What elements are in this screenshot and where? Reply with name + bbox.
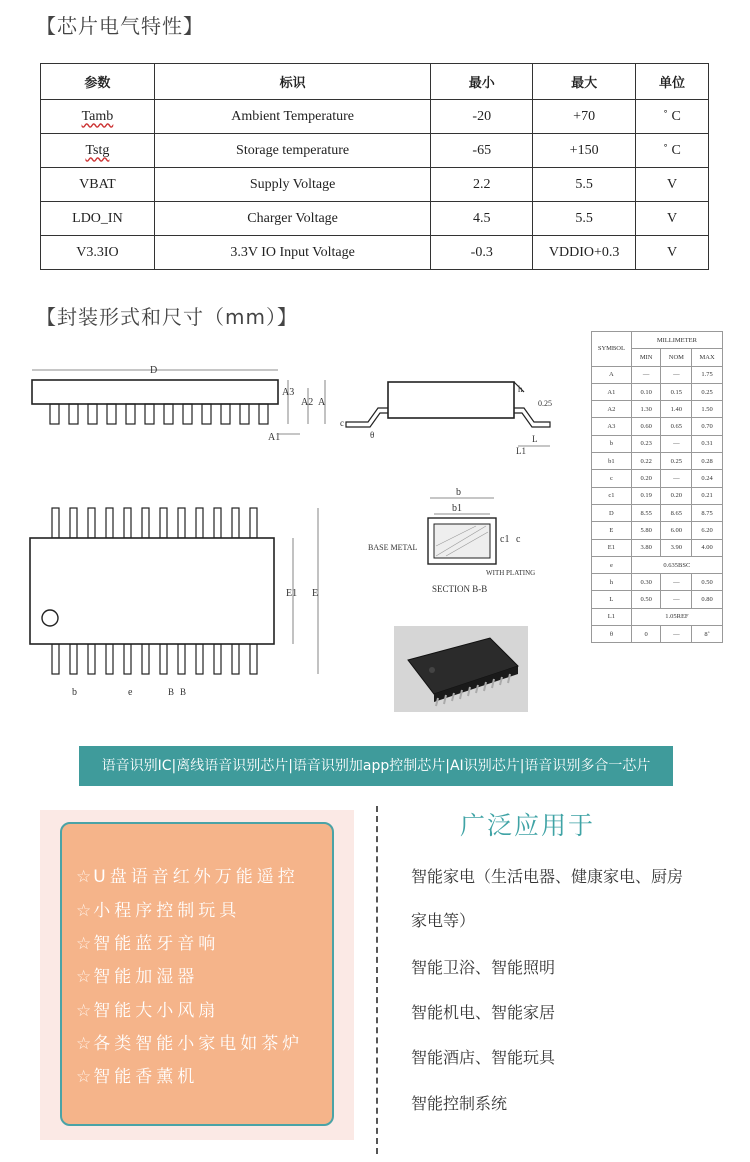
package-section-title: 【封装形式和尺寸（mm）】	[36, 305, 298, 329]
table-row: L 0.50 — 0.80	[592, 591, 723, 608]
section-label-b1: b1	[452, 503, 462, 514]
table-row: E 5.80 6.00 6.20	[592, 522, 723, 539]
profile-drawing	[338, 370, 560, 460]
product-item: ☆ U盘语音红外万能遥控	[76, 867, 299, 887]
label-e1: E1	[286, 588, 298, 599]
applications-title: 广泛应用于	[460, 811, 596, 840]
param-cell: V3.3IO	[41, 236, 155, 270]
table-row: c1 0.19 0.20 0.21	[592, 487, 723, 504]
label-l1: L1	[516, 446, 526, 456]
table-row	[41, 168, 709, 202]
table-row: E1 3.80 3.90 4.00	[592, 539, 723, 556]
package-body-side	[32, 380, 278, 404]
max-cell: VDDIO+0.3	[533, 236, 636, 270]
table-row: A — — 1.75	[592, 366, 723, 383]
header-max: 最大	[533, 64, 636, 100]
table-row: D 8.55 8.65 8.75	[592, 504, 723, 521]
dims-min-header: MIN	[631, 349, 661, 366]
section-title: SECTION B-B	[432, 584, 488, 594]
section-label-c: c	[516, 534, 521, 545]
header-param: 参数	[41, 64, 155, 100]
product-item: ☆ 智能加湿器	[76, 967, 199, 987]
table-row	[41, 100, 709, 134]
product-item: ☆ 智能大小风扇	[76, 1001, 220, 1021]
products-card	[60, 822, 334, 1126]
max-cell: +150	[533, 134, 636, 168]
label-a: A	[318, 397, 326, 408]
dims-max-header: MAX	[692, 349, 723, 366]
header-min: 最小	[431, 64, 533, 100]
header-unit: 单位	[636, 64, 709, 100]
application-item: 智能机电、智能家居	[411, 1003, 556, 1022]
application-item: 智能家电（生活电器、健康家电、厨房	[411, 867, 684, 886]
product-item: ☆ 小程序控制玩具	[76, 901, 241, 921]
desc-cell: Supply Voltage	[154, 168, 431, 202]
application-item: 智能卫浴、智能照明	[411, 958, 556, 977]
label-d: D	[150, 365, 158, 376]
label-pitch-e: e	[128, 687, 133, 698]
table-row: b1 0.22 0.25 0.28	[592, 453, 723, 470]
product-item: ☆ 智能香薰机	[76, 1067, 199, 1087]
dimensions-table	[591, 331, 723, 643]
product-item: ☆ 各类智能小家电如茶炉	[76, 1034, 304, 1054]
label-a1: A1	[268, 432, 281, 443]
section-label-plating: WITH PLATING	[486, 569, 536, 577]
min-cell: 2.2	[431, 168, 533, 202]
top-view-drawing	[18, 500, 328, 702]
table-row: θ 0 — 8˚	[592, 626, 723, 643]
table-row: c 0.20 — 0.24	[592, 470, 723, 487]
dashed-divider	[376, 806, 378, 1154]
electrical-spec-table	[40, 63, 709, 270]
table-header-row	[41, 64, 709, 100]
table-row	[41, 236, 709, 270]
keyword-banner: 语音识别IC|离线语音识别芯片|语音识别加app控制芯片|AI识别芯片|语音识别多合一芯片	[79, 746, 673, 786]
package-body-profile	[388, 382, 514, 418]
min-cell: -65	[431, 134, 533, 168]
side-leads	[50, 404, 268, 424]
min-cell: -0.3	[431, 236, 533, 270]
min-cell: -20	[431, 100, 533, 134]
table-row: h 0.30 — 0.50	[592, 574, 723, 591]
max-cell: 5.5	[533, 202, 636, 236]
package-body-top	[30, 538, 274, 644]
label-025: 0.25	[538, 399, 552, 408]
unit-cell: V	[636, 202, 709, 236]
chip-photo	[394, 626, 528, 712]
table-row: e 0.635BSC	[592, 556, 723, 573]
label-b: b	[72, 687, 77, 698]
label-a2: A2	[301, 397, 314, 408]
param-cell: LDO_IN	[41, 202, 155, 236]
section-label-c1: c1	[500, 534, 510, 545]
label-a3: A3	[282, 387, 295, 398]
dims-nom-header: NOM	[661, 349, 692, 366]
product-item: ☆ 智能蓝牙音响	[76, 934, 220, 954]
label-l: L	[532, 434, 538, 444]
section-label-base-metal: BASE METAL	[368, 543, 418, 552]
label-theta: θ	[370, 430, 375, 440]
unit-cell: ˚ C	[636, 100, 709, 134]
min-cell: 4.5	[431, 202, 533, 236]
label-c: c	[340, 418, 344, 428]
table-row: b 0.23 — 0.31	[592, 435, 723, 452]
unit-cell: V	[636, 236, 709, 270]
table-row: A2 1.30 1.40 1.50	[592, 401, 723, 418]
application-item: 智能酒店、智能玩具	[411, 1048, 556, 1067]
desc-cell: Charger Voltage	[154, 202, 431, 236]
table-row	[41, 134, 709, 168]
label-h: h	[518, 384, 523, 394]
section-bb-drawing	[366, 484, 562, 600]
section-metal	[434, 524, 490, 558]
unit-cell: ˚ C	[636, 134, 709, 168]
application-item: 智能控制系统	[411, 1094, 508, 1113]
table-row: A1 0.10 0.15 0.25	[592, 383, 723, 400]
header-symbol: 标识	[154, 64, 431, 100]
side-view-drawing	[20, 358, 335, 443]
unit-cell: V	[636, 168, 709, 202]
dims-symbol-header: SYMBOL	[592, 332, 632, 367]
table-row	[41, 202, 709, 236]
label-section-b1: B	[168, 687, 175, 697]
label-e: E	[312, 588, 319, 599]
table-row: A3 0.60 0.65 0.70	[592, 418, 723, 435]
section-label-b: b	[456, 487, 461, 498]
param-cell: Tstg	[41, 134, 155, 168]
dims-unit-header: MILLIMETER	[631, 332, 722, 349]
desc-cell: 3.3V IO Input Voltage	[154, 236, 431, 270]
electrical-section-title: 【芯片电气特性】	[36, 14, 204, 38]
max-cell: +70	[533, 100, 636, 134]
desc-cell: Storage temperature	[154, 134, 431, 168]
max-cell: 5.5	[533, 168, 636, 202]
table-row: L1 1.05REF	[592, 608, 723, 625]
label-section-b2: B	[180, 687, 187, 697]
param-cell: VBAT	[41, 168, 155, 202]
desc-cell: Ambient Temperature	[154, 100, 431, 134]
application-item: 家电等）	[411, 911, 476, 930]
param-cell: Tamb	[41, 100, 155, 134]
